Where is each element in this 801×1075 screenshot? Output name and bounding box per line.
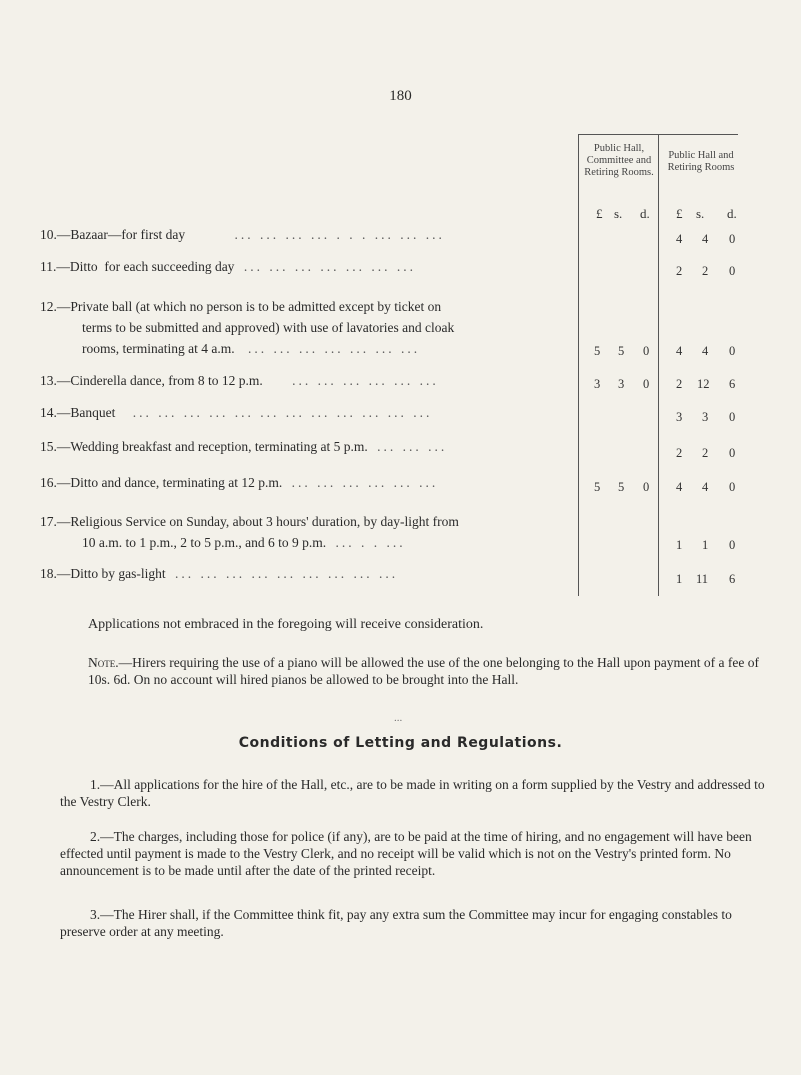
amount-shillings: 4 [702,344,709,358]
condition-3: 3.—The Hirer shall, if the Committee think fit, pay any extra sum the Committee may incur for engaging constables to preserve order at any meeting. [60,907,732,939]
row-label: 11.—Ditto for each succeeding day [40,259,235,274]
amount-shillings: 3 [702,410,709,424]
amount-shillings: 2 [702,446,709,460]
amount-pence: 0 [729,480,736,494]
table-row [40,511,580,553]
table-row [40,296,580,359]
condition-2: 2.—The charges, including those for police (if any), are to be paid at the time of hiring, and no engagement will have been effected until payment is made to the Vestry Clerk, and no receipt will be valid which is not on the Vestry's printed form. No announcement is to be made until after the date of the printed receipt. [60,829,752,878]
row-label-line2: terms to be submitted and approved) with use of lavatories and cloak [82,320,455,335]
unit-pound-2: £ [676,206,683,221]
table-row [40,472,560,493]
amount-shillings: 5 [618,480,625,494]
unit-pence-2: d. [727,206,737,221]
amount-shillings: 4 [702,232,709,246]
amount-pounds: 1 [676,538,683,552]
amount-shillings: 11 [696,572,709,586]
amount-pounds: 1 [676,572,683,586]
amount-pounds: 5 [594,480,601,494]
amount-pence: 0 [729,446,736,460]
row-label: 15.—Wedding breakfast and reception, terminating at 5 p.m. [40,439,368,454]
page-number: 180 [389,88,412,104]
table-row [40,256,560,277]
amount-pence: 0 [643,480,650,494]
leader-dots: ... . . ... [335,535,406,550]
amount-pence: 0 [729,264,736,278]
unit-pound-1: £ [596,206,603,221]
amount-pence: 0 [729,232,736,246]
leader-dots: ... ... ... ... ... ... [292,373,439,388]
amount-pounds: 4 [676,344,683,358]
column-header-hall: Public Hall and Retiring Rooms [667,150,735,173]
condition-1: 1.—All applications for the hire of the Hall, etc., are to be made in writing on a form supplied by the Vestry and addressed to the Vestry Clerk. [60,777,765,809]
row-label: 13.—Cinderella dance, from 8 to 12 p.m. [40,373,263,388]
amount-pounds: 5 [594,344,601,358]
table-row [40,224,560,245]
unit-pence-1: d. [640,206,650,221]
row-label-line3-wrap [40,338,580,359]
amount-pounds: 4 [676,232,683,246]
amount-shillings: 4 [702,480,709,494]
row-label: 12.—Private ball (at which no person is to be admitted except by ticket on [40,299,442,314]
amount-pence: 0 [643,377,650,391]
conditions-heading: Conditions of Letting and Regulations. [238,735,563,751]
amount-shillings: 3 [618,377,625,391]
row-label: 17.—Religious Service on Sunday, about 3 hours' duration, by day-light from [40,514,459,529]
amount-pounds: 3 [676,410,683,424]
amount-shillings: 2 [702,264,709,278]
amount-pounds: 2 [676,446,683,460]
amount-pounds: 4 [676,480,683,494]
leader-dots: ... ... ... ... ... ... ... ... ... [175,566,399,581]
amount-pounds: 2 [676,264,683,278]
amount-pence: 6 [729,572,736,586]
row-label: 10.—Bazaar—for first day [40,227,186,242]
table-row [40,563,560,584]
leader-dots: ... ... ... ... . . . ... ... ... [234,227,445,242]
amount-shillings: 1 [702,538,709,552]
row-label-line2-wrap [40,532,580,553]
amount-shillings: 5 [618,344,625,358]
amount-pence: 0 [643,344,650,358]
unit-shilling-1: s. [614,206,623,221]
leader-dots: ... ... ... ... ... ... ... [247,341,421,356]
table-row [40,370,560,391]
unit-shilling-2: s. [696,206,705,221]
ellipsis: ... [394,712,403,724]
row-label-line2: 10 a.m. to 1 p.m., 2 to 5 p.m., and 6 to 9 p.m. [82,535,327,550]
amount-pence: 0 [729,410,736,424]
amount-pounds: 2 [676,377,683,391]
amount-pounds: 3 [594,377,601,391]
leader-dots: ... ... ... ... ... ... ... ... ... ... ... ... [132,405,433,420]
table-row [40,436,560,457]
piano-note [88,654,768,688]
amount-pence: 0 [729,538,736,552]
row-label-line3: rooms, terminating at 4 a.m. [82,341,235,356]
amount-pence: 0 [729,344,736,358]
row-label: 16.—Ditto and dance, terminating at 12 p.m. [40,475,283,490]
table-row [40,402,560,423]
amount-pence: 6 [729,377,736,391]
row-label: 14.—Banquet [40,405,116,420]
amount-shillings: 12 [697,377,710,391]
leader-dots: ... ... ... ... ... ... [291,475,439,490]
note-text: —Hirers requiring the use of a piano will be allowed the use of the one belonging to the Hall upon payment of a fee of 10s. 6d. On no account will hired pianos be allowed to be brought into the Hall. [88,655,759,687]
leader-dots: ... ... ... [377,439,448,454]
applications-note: Applications not embraced in the foregoing will receive consideration. [88,617,484,632]
column-separator-middle [658,134,659,596]
row-label: 18.—Ditto by gas-light [40,566,166,581]
note-label: Note. [88,655,119,670]
leader-dots: ... ... ... ... ... ... ... [243,259,416,274]
column-header-committee: Public Hall, Committee and Retiring Rooms. [584,143,654,178]
